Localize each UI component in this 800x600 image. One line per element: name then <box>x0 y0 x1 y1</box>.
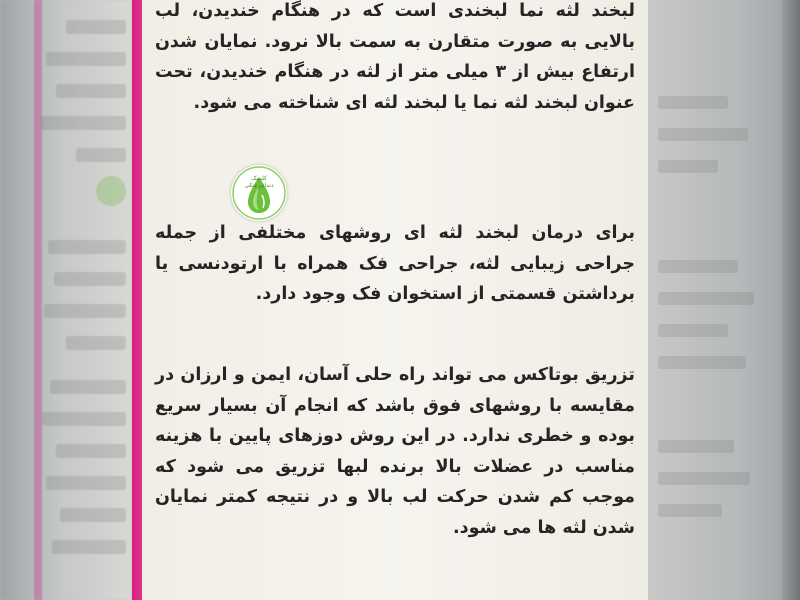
ghost-line <box>658 292 754 305</box>
ghost-line <box>56 84 126 98</box>
ghost-line <box>658 160 718 173</box>
ghost-line <box>44 304 126 318</box>
ghost-line <box>41 116 126 130</box>
paragraph-treatment-options: برای درمان لبخند لثه ای روشهای مختلفی از جمله جراحی زیبایی لثه، جراحی فک همراه با ارتودنسی یا برداشتن قسمتی از استخوان فک وجود دارد. <box>155 223 635 305</box>
ghost-line <box>658 260 738 273</box>
ghost-line <box>50 380 126 394</box>
paragraph-gummy-smile-definition: لبخند لثه نما لبخندی است که در هنگام خندیدن، لب بالایی به صورت متقارن به سمت بالا نرود. نمایان شدن ارتفاع بیش از ۳ میلی متر از لثه در هنگام خندیدن، تحت عنوان لبخند لثه نما یا لبخند لثه ای شناخته می شود. <box>155 1 635 113</box>
ghost-line <box>46 52 126 66</box>
ghost-line <box>658 128 748 141</box>
ghost-line <box>46 476 126 490</box>
ghost-line <box>658 504 722 517</box>
ghost-line <box>48 240 126 254</box>
accent-stripe <box>132 0 142 600</box>
ghost-logo <box>96 176 126 206</box>
ghost-line <box>66 336 126 350</box>
green-drop-leaf-icon <box>231 165 287 221</box>
paragraph-botox-injection: تزریق بوتاکس می تواند راه حلی آسان، ایمن و ارزان در مقایسه با روشهای فوق باشد که انجام آن بسیار سریع بوده و خطری ندارد. در این روش دوزهای پایین با هزینه مناسب در عضلات بالا برنده لبها تزریق می شود که موجب کم شدن حرکت لب بالا و در نتیجه کمتر نمایان شدن لثه ها می شود. <box>155 365 635 538</box>
ghost-stripe <box>34 0 42 600</box>
background-right-blur <box>648 0 800 600</box>
ghost-line <box>658 324 728 337</box>
right-edge-shadow <box>782 0 800 600</box>
ghost-line <box>54 272 126 286</box>
ghost-line <box>60 508 126 522</box>
ghost-line <box>658 472 750 485</box>
ghost-line <box>42 412 126 426</box>
ghost-line <box>76 148 126 162</box>
logo-caption: کلینیک دندانپزشکی <box>244 175 274 189</box>
clinic-logo <box>231 165 287 221</box>
ghost-line <box>56 444 126 458</box>
ghost-line <box>658 440 734 453</box>
ghost-line <box>66 20 126 34</box>
background-left-blur <box>0 0 132 600</box>
ghost-line <box>52 540 126 554</box>
ghost-line <box>658 356 746 369</box>
ghost-line <box>658 96 728 109</box>
